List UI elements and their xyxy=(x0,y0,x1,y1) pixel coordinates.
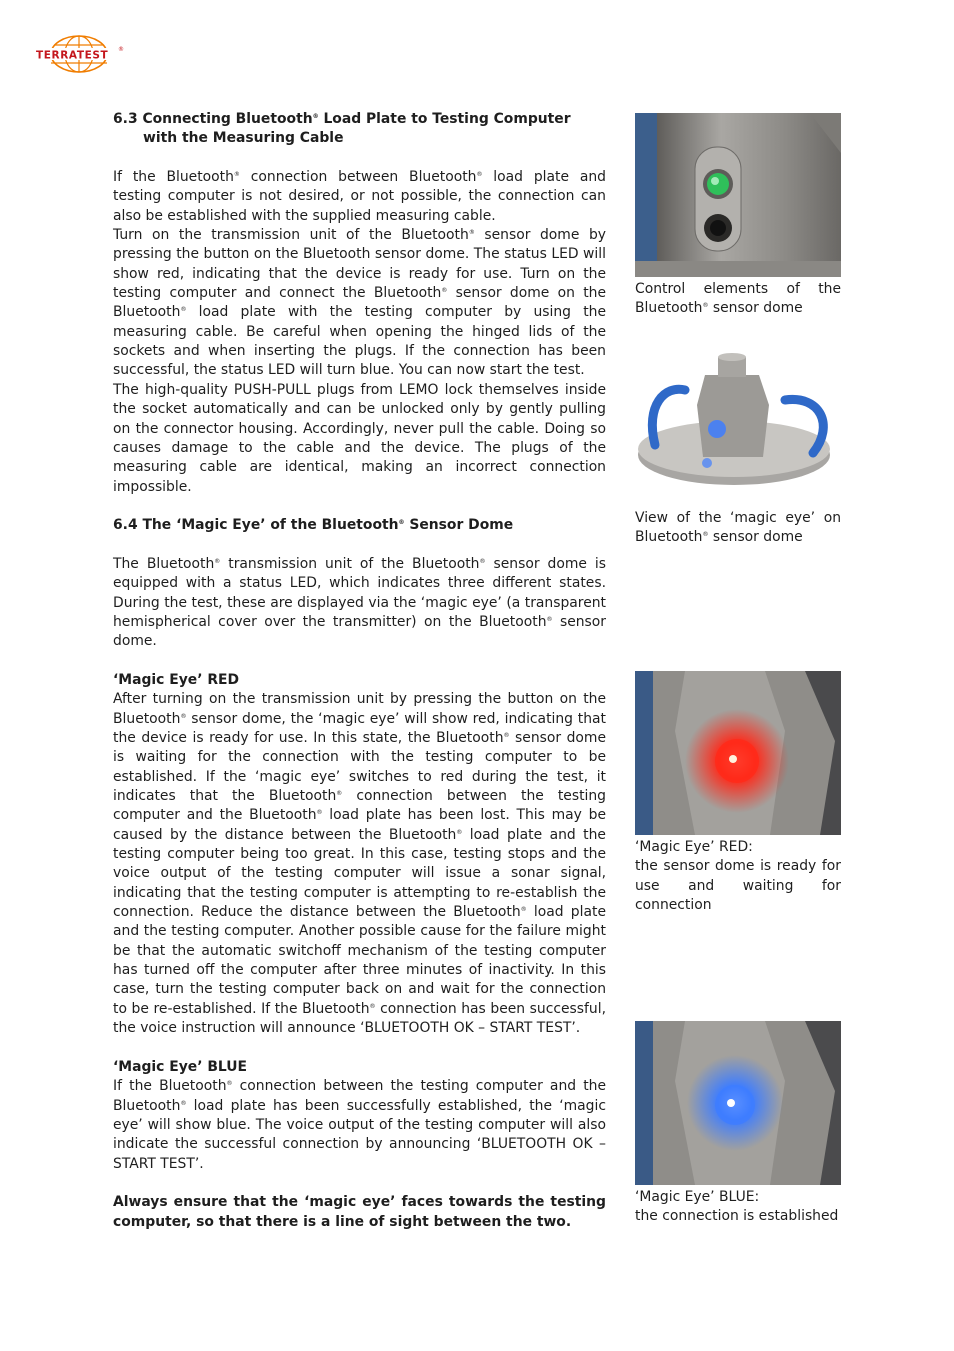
caption-magic-eye-view: View of the ‘magic eye’ on Bluetooth® sensor dome xyxy=(635,510,841,546)
section-6-4-paragraph-1: The Bluetooth® transmission unit of the Bluetooth® sensor dome is equipped with a status LED, which indicates three different states. During the test, these are displayed via the ‘magic eye’ (a transparent hemispherical cover over the transmitter) on the Bluetooth® sensor dome. xyxy=(113,555,607,650)
logo-wordmark: TERRATEST xyxy=(36,49,109,62)
caption-magic-eye-red: ‘Magic Eye’ RED: the sensor dome is ready for use and waiting for connection xyxy=(635,839,841,914)
line-of-sight-note: Always ensure that the ‘magic eye’ faces towards the testing computer, so that there is a line of sight between the two. xyxy=(113,1194,606,1230)
section-6-4-heading: 6.4 The ‘Magic Eye’ of the Bluetooth® Sensor Dome xyxy=(113,517,514,534)
magic-eye-blue-heading: ‘Magic Eye’ BLUE xyxy=(113,1058,248,1075)
magic-eye-view-photo xyxy=(635,345,841,505)
magic-eye-red-paragraph: After turning on the transmission unit by pressing the button on the Bluetooth® sensor dome, the ‘magic eye’ will show red, indicating that the device is ready for use. In this state, the Bluetooth® sensor dome is waiting for the connection with the testing computer to be established. If the ‘magic eye’ switches to red during the test, it indicates that the Bluetooth® connection between the testing computer and the Bluetooth® load plate has been lost. This may be caused by the distance between the Bluetooth® load plate and the testing computer being too great. In this case, testing stops and the voice output of the testing computer will issue a sonar signal, indicating that the testing computer is attempting to re-establish the connection. Reduce the distance between the Bluetooth® load plate and the testing computer. Another possible cause for the failure might be that the automatic switchoff mechanism of the testing computer has turned off the computer after three minutes of inactivity. In this case, turn the testing computer back on and wait for the connection to be re-established. If the Bluetooth® connection has been successful, the voice instruction will announce ‘BLUETOOTH OK – START TEST’. xyxy=(113,691,606,1037)
caption-control-elements: Control elements of the Bluetooth® sensor dome xyxy=(635,281,841,317)
magic-eye-blue-paragraph: If the Bluetooth® connection between the testing computer and the Bluetooth® load plate has been successfully established, the ‘magic eye’ will show blue. The voice output of the testing computer will also indicate the successful connection by announcing ‘BLUETOOTH OK – START TEST’. xyxy=(113,1078,607,1172)
section-6-3-paragraph-3: The high-quality PUSH-PULL plugs from LEMO lock themselves inside the socket automatically and can be unlocked only by gently pulling on the connector housing. Accordingly, never pull the cable. Doing so causes damage to the cable and the device. The plugs of the measuring cable are identical, making an incorrect connection impossible. xyxy=(113,381,606,495)
section-6-3-paragraph-1: If the Bluetooth® connection between Bluetooth® load plate and testing computer is not desired, or not possible, the connection can also be established with the supplied measuring cable. xyxy=(113,169,606,224)
main-text-column xyxy=(113,110,606,1232)
caption-magic-eye-blue: ‘Magic Eye’ BLUE: the connection is established xyxy=(635,1189,839,1225)
section-6-3-paragraph-2: Turn on the transmission unit of the Bluetooth® sensor dome by pressing the button on the Bluetooth sensor dome. The status LED will show red, indicating that the device is ready for use. Turn on the testing computer and connect the Bluetooth® sensor dome on the Bluetooth® load plate with the testing computer by using the measuring cable. Be careful when opening the hinged lids of the sockets and when inserting the plugs. If the connection has been successful, the status LED will turn blue. You can now start the test. xyxy=(113,227,607,379)
magic-eye-blue-photo xyxy=(635,1021,841,1185)
section-6-3-heading: 6.3 Connecting Bluetooth® Load Plate to Testing Computer xyxy=(113,111,571,127)
control-elements-photo xyxy=(635,113,841,277)
terratest-logo xyxy=(34,34,126,80)
logo-registered-mark: ® xyxy=(118,46,124,53)
magic-eye-red-heading: ‘Magic Eye’ RED xyxy=(113,671,240,688)
magic-eye-red-photo xyxy=(635,671,841,835)
section-6-3-heading-line2: with the Measuring Cable xyxy=(143,130,344,147)
